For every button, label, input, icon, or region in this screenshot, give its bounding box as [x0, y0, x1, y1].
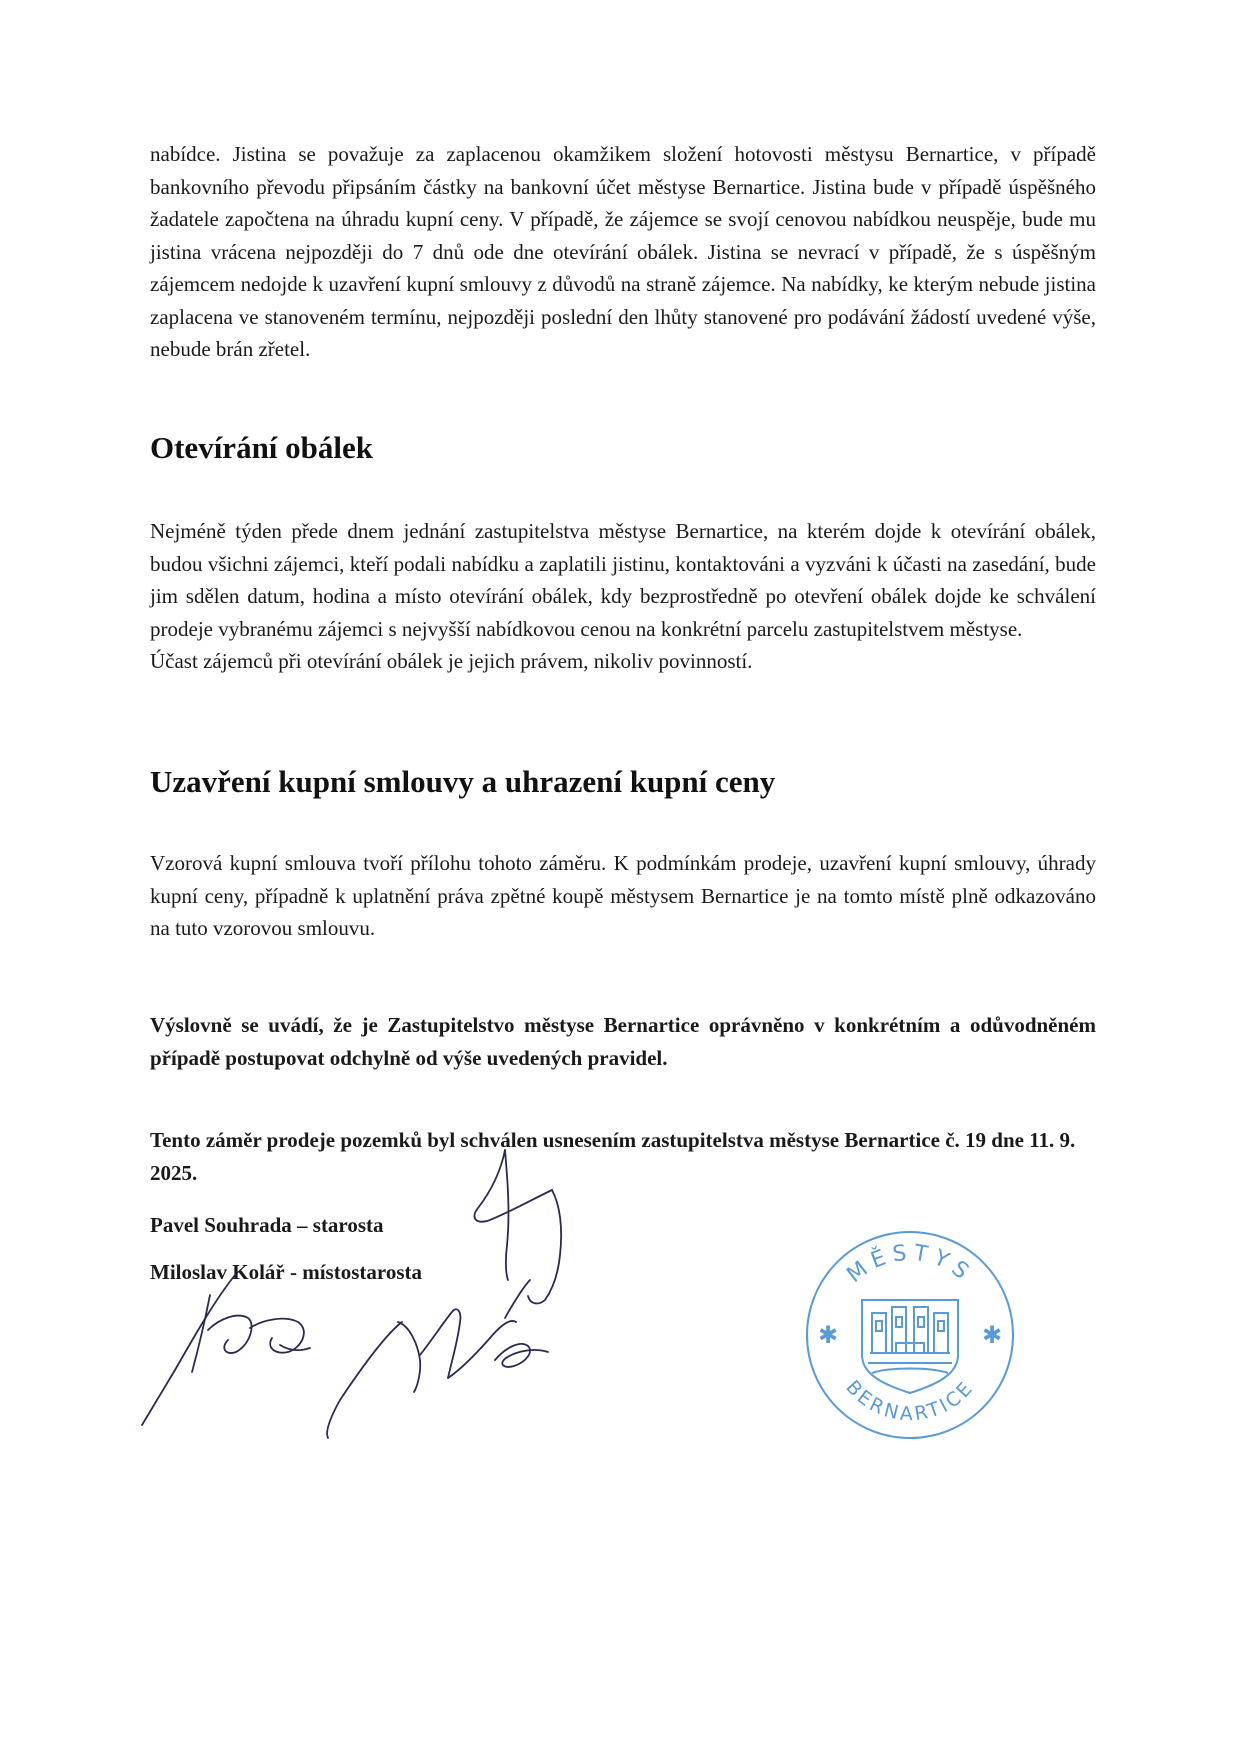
paragraph-oteviraní-text: Nejméně týden přede dnem jednání zastupitelstva městyse Bernartice, na kterém dojde k otevírání obálek, budou všichni zájemci, kteří podali nabídku a zaplatili jistinu, kontaktováni a vyzváni k účasti na zasedání, bude jim sdělen datum, hodina a místo otevírání obálek, kdy bezprostředně po otevření obálek dojde ke schválení prodeje vybranému zájemci s nejvyšší nabídkovou cenou na konkrétní parcelu zastupitelstvem městyse. — [150, 519, 1096, 641]
statement-deviation-text: Výslovně se uvádí, že je Zastupitelstvo městyse Bernartice oprávněno v konkrétním a odůvodněném případě postupovat odchylně od výše uvedených pravidel. — [150, 1013, 1096, 1070]
heading-uzavreni-smlouvy: Uzavření kupní smlouvy a uhrazení kupní ceny — [150, 764, 776, 799]
stamp-top-text: MĚSTYS — [842, 1240, 978, 1289]
signatory-deputy: Miloslav Kolář - místostarosta — [150, 1260, 422, 1284]
paragraph-uzavreni-text: Vzorová kupní smlouva tvoří přílohu tohoto záměru. K podmínkám prodeje, uzavření kupní smlouvy, úhrady kupní ceny, případně k uplatnění práva zpětné koupě městysem Bernartice je na tomto místě plně odkazováno na tuto vzorovou smlouvu. — [150, 851, 1096, 940]
stamp-bottom-text: BERNARTICE — [841, 1376, 979, 1426]
official-stamp — [800, 1225, 1020, 1445]
stamp-star-right-icon: ✱ — [982, 1321, 1003, 1349]
heading-oteviraní-obalek: Otevírání obálek — [150, 430, 374, 465]
statement-approval-text: Tento záměr prodeje pozemků byl schválen usnesením zastupitelstva městyse Bernartice č. 19 dne 11. 9. 2025. — [150, 1128, 1076, 1185]
signatory-mayor: Pavel Souhrada – starosta — [150, 1213, 384, 1237]
paragraph-ucast-text: Účast zájemců při otevírání obálek je jejich právem, nikoliv povinností. — [150, 649, 753, 673]
paragraph-jistina-text: nabídce. Jistina se považuje za zaplacenou okamžikem složení hotovosti městysu Bernartice, v případě bankovního převodu připsáním částky na bankovní účet městyse Bernartice. Jistina bude v případě úspěšného žadatele započtena na úhradu kupní ceny. V případě, že zájemce se svojí cenovou nabídkou neuspěje, bude mu jistina vrácena nejpozději do 7 dnů ode dne otevírání obálek. Jistina se nevrací v případě, že s úspěšným zájemcem nedojde k uzavření kupní smlouvy z důvodů na straně zájemce. Na nabídky, ke kterým nebude jistina zaplacena ve stanoveném termínu, nejpozději poslední den lhůty stanovené pro podávání žádostí uvedené výše, nebude brán zřetel. — [150, 142, 1096, 361]
stamp-star-left-icon: ✱ — [818, 1321, 839, 1349]
